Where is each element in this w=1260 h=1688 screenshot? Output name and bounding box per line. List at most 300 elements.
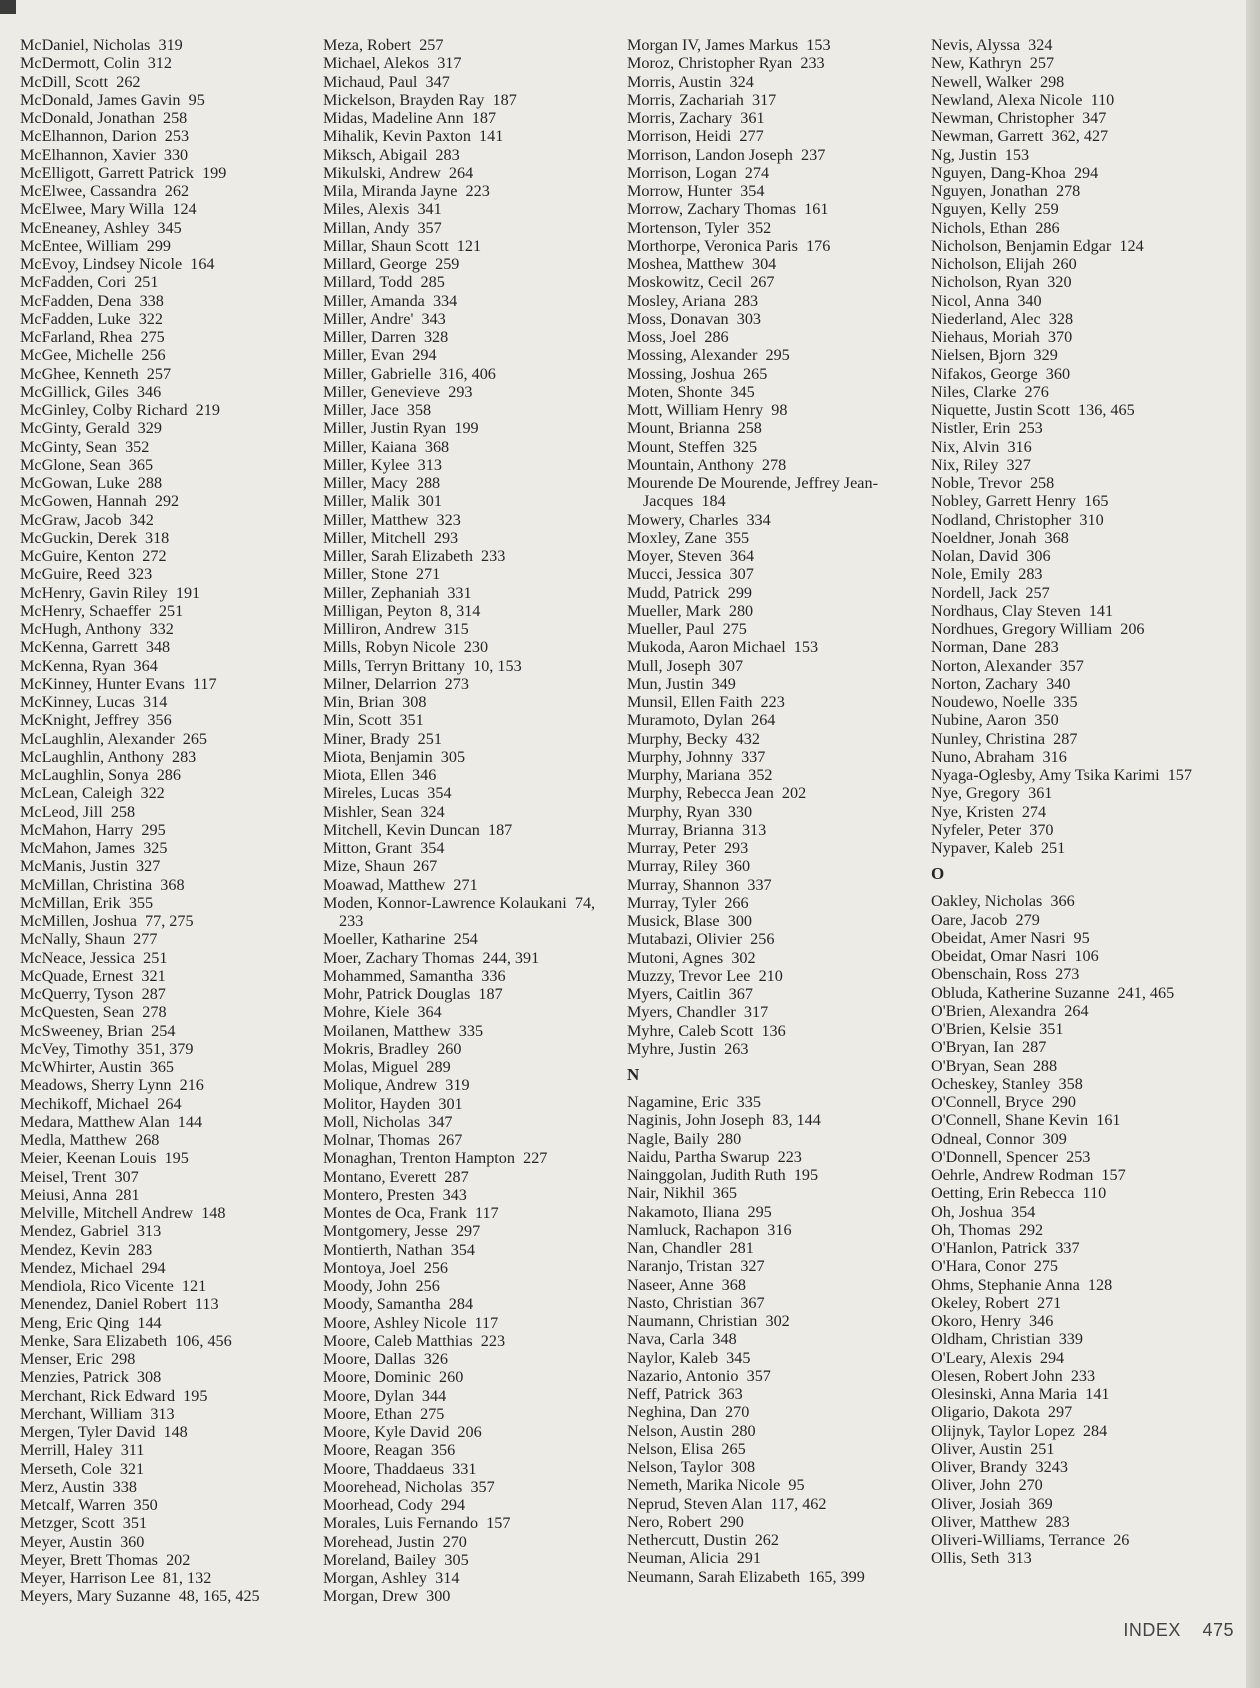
entry-name: Nyaga-Oglesby, Amy Tsika Karimi bbox=[931, 766, 1160, 784]
entry-name: Moore, Reagan bbox=[323, 1441, 423, 1460]
entry-pages: 311 bbox=[120, 1441, 145, 1460]
entry-pages: 117 bbox=[474, 1313, 499, 1332]
index-entry bbox=[20, 1295, 310, 1313]
entry-pages: 262 bbox=[164, 182, 190, 200]
index-entry bbox=[323, 1478, 613, 1496]
entry-name: Musick, Blase bbox=[627, 912, 720, 930]
entry-name: Mourende De Mourende, Jeffrey Jean-Jacques bbox=[627, 474, 878, 511]
entry-pages: 343 bbox=[442, 1185, 467, 1204]
entry-pages: 352 bbox=[125, 437, 150, 456]
index-entry bbox=[20, 310, 310, 328]
index-entry bbox=[20, 584, 310, 602]
entry-name: Morgan, Drew bbox=[323, 1587, 419, 1606]
entry-name: Mowery, Charles bbox=[627, 510, 739, 529]
index-column-1 bbox=[20, 36, 310, 1606]
index-entry bbox=[20, 1186, 310, 1204]
entry-pages: 260 bbox=[439, 1368, 464, 1387]
entry-name: McFarland, Rhea bbox=[20, 328, 133, 346]
entry-name: Moilanen, Matthew bbox=[323, 1021, 451, 1040]
entry-pages: 164 bbox=[190, 255, 215, 273]
entry-pages: 153 bbox=[793, 638, 819, 657]
entry-name: Naranjo, Tristan bbox=[627, 1257, 733, 1276]
index-entry bbox=[323, 1295, 613, 1313]
entry-pages: 256 bbox=[423, 1258, 448, 1277]
index-entry bbox=[323, 1368, 613, 1386]
entry-name: Nypaver, Kaleb bbox=[931, 839, 1033, 857]
entry-name: O'Bryan, Ian bbox=[931, 1038, 1014, 1057]
entry-pages: 313 bbox=[136, 1222, 162, 1241]
entry-name: Miner, Brady bbox=[323, 729, 410, 748]
entry-name: Miller, Matthew bbox=[323, 510, 429, 529]
entry-name: Mihalik, Kevin Paxton bbox=[323, 127, 471, 146]
index-entry bbox=[627, 1276, 927, 1294]
entry-pages: 275 bbox=[1033, 1257, 1058, 1276]
entry-name: McDill, Scott bbox=[20, 72, 109, 91]
entry-name: Norman, Dane bbox=[931, 638, 1027, 657]
index-entry bbox=[931, 1166, 1231, 1184]
index-entry bbox=[323, 1259, 613, 1277]
index-entry bbox=[627, 511, 927, 529]
entry-name: Milner, Delarrion bbox=[323, 674, 437, 693]
index-entry bbox=[20, 1496, 310, 1514]
entry-pages: 323 bbox=[436, 510, 461, 529]
entry-name: Montano, Everett bbox=[323, 1167, 437, 1186]
entry-name: Melville, Mitchell Andrew bbox=[20, 1204, 194, 1222]
index-entry bbox=[931, 1349, 1231, 1367]
index-entry bbox=[20, 200, 310, 218]
entry-name: Nistler, Erin bbox=[931, 419, 1011, 438]
entry-name: Obluda, Katherine Suzanne bbox=[931, 983, 1110, 1002]
index-entry bbox=[931, 748, 1231, 766]
index-section-letter: N bbox=[627, 1065, 640, 1084]
index-entry bbox=[931, 892, 1231, 910]
entry-name: McEneaney, Ashley bbox=[20, 218, 150, 237]
entry-pages: 10, 153 bbox=[473, 656, 522, 675]
entry-name: Molique, Andrew bbox=[323, 1076, 438, 1095]
entry-pages: 48, 165, 425 bbox=[178, 1587, 260, 1606]
entry-name: Moxley, Zane bbox=[627, 528, 717, 547]
entry-pages: 176 bbox=[806, 236, 831, 255]
entry-pages: 136, 465 bbox=[1078, 401, 1135, 419]
index-entry bbox=[931, 1075, 1231, 1093]
entry-name: Moore, Dominic bbox=[323, 1368, 431, 1387]
entry-name: Mohre, Kiele bbox=[323, 1003, 410, 1022]
entry-pages: 355 bbox=[128, 893, 154, 912]
index-entry bbox=[20, 73, 310, 91]
entry-name: Millard, George bbox=[323, 255, 427, 273]
index-entry bbox=[931, 492, 1231, 510]
entry-name: Montes de Oca, Frank bbox=[323, 1204, 467, 1222]
entry-name: Menzies, Patrick bbox=[20, 1368, 129, 1387]
entry-name: Oldham, Christian bbox=[931, 1330, 1051, 1349]
index-entry bbox=[627, 1385, 927, 1403]
entry-name: Mudd, Patrick bbox=[627, 583, 720, 602]
entry-name: Newell, Walker bbox=[931, 72, 1032, 91]
index-entry bbox=[627, 784, 927, 802]
entry-name: McGlone, Sean bbox=[20, 455, 121, 474]
entry-name: Mount, Brianna bbox=[627, 419, 730, 438]
index-entry bbox=[627, 1203, 927, 1221]
entry-name: Niles, Clarke bbox=[931, 382, 1017, 401]
entry-pages: 287 bbox=[141, 985, 166, 1003]
entry-pages: 338 bbox=[112, 1477, 137, 1496]
entry-name: Myhre, Caleb Scott bbox=[627, 1021, 754, 1040]
entry-pages: 368 bbox=[160, 875, 185, 894]
index-entry bbox=[931, 711, 1231, 729]
entry-name: McVey, Timothy bbox=[20, 1039, 129, 1058]
entry-name: Nunley, Christina bbox=[931, 729, 1046, 748]
index-entry bbox=[627, 547, 927, 565]
entry-name: Mosley, Ariana bbox=[627, 291, 726, 310]
entry-pages: 316 bbox=[1042, 747, 1067, 766]
entry-name: Miller, Jace bbox=[323, 401, 399, 419]
index-entry bbox=[931, 1513, 1231, 1531]
index-entry bbox=[20, 1423, 310, 1441]
entry-name: Nevis, Alyssa bbox=[931, 36, 1021, 54]
index-entry bbox=[20, 1368, 310, 1386]
entry-name: McMahon, James bbox=[20, 839, 136, 857]
index-entry bbox=[20, 1587, 310, 1605]
entry-name: Ocheskey, Stanley bbox=[931, 1074, 1051, 1093]
index-entry bbox=[931, 929, 1231, 947]
entry-name: Menser, Eric bbox=[20, 1350, 103, 1368]
entry-name: Olesinski, Anna Maria bbox=[931, 1385, 1078, 1403]
entry-pages: 95 bbox=[788, 1476, 805, 1495]
index-entry bbox=[323, 164, 613, 182]
entry-pages: 357 bbox=[1059, 656, 1084, 675]
index-entry bbox=[20, 803, 310, 821]
entry-pages: 325 bbox=[732, 437, 758, 456]
entry-pages: 284 bbox=[448, 1295, 474, 1314]
index-entry bbox=[931, 1239, 1231, 1257]
index-entry bbox=[323, 474, 613, 492]
index-entry bbox=[20, 164, 310, 182]
index-entry bbox=[931, 693, 1231, 711]
entry-name: McDonald, James Gavin bbox=[20, 90, 181, 109]
entry-name: Moden, Konnor-Lawrence Kolaukani bbox=[323, 893, 567, 912]
entry-name: Nordell, Jack bbox=[931, 583, 1018, 602]
entry-pages: 251 bbox=[1030, 1439, 1055, 1458]
entry-name: Muramoto, Dylan bbox=[627, 711, 743, 730]
entry-pages: 202 bbox=[781, 784, 807, 803]
entry-pages: 319 bbox=[445, 1076, 470, 1095]
entry-name: Molitor, Hayden bbox=[323, 1094, 431, 1113]
footer-page-number: 475 bbox=[1202, 1620, 1234, 1640]
index-column-3 bbox=[627, 36, 927, 1586]
index-entry bbox=[627, 1221, 927, 1239]
entry-name: Moore, Dallas bbox=[323, 1350, 416, 1368]
entry-pages: 251 bbox=[158, 601, 184, 620]
entry-pages: 306 bbox=[1026, 547, 1051, 565]
entry-name: Menke, Sara Elizabeth bbox=[20, 1331, 167, 1350]
entry-pages: 141 bbox=[1088, 601, 1114, 620]
entry-name: McKnight, Jeffrey bbox=[20, 711, 140, 730]
entry-name: Morris, Zachariah bbox=[627, 90, 744, 109]
entry-name: Newland, Alexa Nicole bbox=[931, 90, 1083, 109]
entry-name: Moorhead, Cody bbox=[323, 1496, 433, 1514]
index-entry bbox=[627, 748, 927, 766]
index-entry bbox=[931, 1458, 1231, 1476]
index-entry bbox=[627, 1568, 927, 1586]
entry-pages: 277 bbox=[739, 127, 764, 146]
entry-name: McMahon, Harry bbox=[20, 820, 134, 839]
index-entry bbox=[931, 474, 1231, 492]
entry-pages: 113 bbox=[194, 1295, 219, 1314]
entry-pages: 254 bbox=[151, 1021, 176, 1040]
entry-pages: 148 bbox=[163, 1423, 188, 1441]
entry-name: Mitchell, Kevin Duncan bbox=[323, 820, 480, 839]
entry-name: McGowan, Luke bbox=[20, 474, 130, 492]
index-entry bbox=[323, 876, 613, 894]
entry-name: Noble, Trevor bbox=[931, 474, 1022, 492]
index-entry bbox=[20, 1095, 310, 1113]
index-entry bbox=[931, 255, 1231, 273]
index-entry bbox=[323, 547, 613, 565]
index-entry bbox=[627, 803, 927, 821]
index-entry bbox=[323, 1350, 613, 1368]
entry-pages: 326 bbox=[423, 1350, 448, 1368]
entry-pages: 202 bbox=[166, 1550, 191, 1569]
entry-pages: 237 bbox=[801, 145, 826, 164]
entry-name: Oh, Thomas bbox=[931, 1220, 1011, 1239]
entry-name: Nava, Carla bbox=[627, 1330, 705, 1349]
entry-name: Metzger, Scott bbox=[20, 1514, 115, 1533]
entry-pages: 369 bbox=[1028, 1494, 1053, 1513]
entry-name: O'Brien, Kelsie bbox=[931, 1020, 1032, 1038]
index-entry bbox=[20, 346, 310, 364]
entry-pages: 360 bbox=[1045, 364, 1071, 383]
entry-pages: 356 bbox=[430, 1441, 456, 1460]
entry-pages: 346 bbox=[1029, 1312, 1054, 1330]
entry-pages: 349 bbox=[711, 674, 736, 693]
index-entry bbox=[627, 1257, 927, 1275]
entry-name: Murphy, Johnny bbox=[627, 747, 733, 766]
entry-name: Moore, Kyle David bbox=[323, 1423, 450, 1441]
entry-pages: 321 bbox=[119, 1459, 145, 1478]
entry-name: Meyer, Harrison Lee bbox=[20, 1569, 155, 1587]
index-entry bbox=[931, 127, 1231, 145]
index-entry bbox=[323, 638, 613, 656]
entry-pages: 216 bbox=[179, 1076, 204, 1095]
index-entry bbox=[323, 967, 613, 985]
entry-name: McGuckin, Derek bbox=[20, 528, 137, 547]
index-entry bbox=[20, 383, 310, 401]
entry-name: Moss, Joel bbox=[627, 328, 697, 346]
entry-name: McGuire, Kenton bbox=[20, 547, 135, 565]
index-entry bbox=[323, 930, 613, 948]
entry-pages: 233 bbox=[1070, 1366, 1096, 1385]
entry-pages: 256 bbox=[750, 930, 775, 949]
entry-name: Miksch, Abigail bbox=[323, 145, 428, 164]
entry-pages: 264 bbox=[448, 163, 474, 182]
entry-name: Morgan, Ashley bbox=[323, 1569, 428, 1587]
entry-pages: 187 bbox=[492, 90, 517, 109]
entry-pages: 187 bbox=[487, 820, 513, 839]
entry-name: Myers, Chandler bbox=[627, 1003, 736, 1022]
entry-pages: 266 bbox=[724, 893, 749, 912]
index-entry bbox=[931, 638, 1231, 656]
entry-name: Nichols, Ethan bbox=[931, 218, 1028, 237]
index-entry bbox=[323, 1533, 613, 1551]
index-entry bbox=[20, 930, 310, 948]
index-entry bbox=[20, 876, 310, 894]
index-entry bbox=[323, 36, 613, 54]
entry-pages: 275 bbox=[420, 1404, 445, 1423]
index-entry bbox=[323, 219, 613, 237]
entry-name: Olijnyk, Taylor Lopez bbox=[931, 1421, 1075, 1440]
entry-pages: 310 bbox=[1079, 510, 1104, 529]
index-entry bbox=[931, 547, 1231, 565]
entry-name: Oliver, Matthew bbox=[931, 1512, 1038, 1531]
entry-name: McDaniel, Nicholas bbox=[20, 36, 151, 54]
index-entry bbox=[323, 748, 613, 766]
index-entry bbox=[323, 401, 613, 419]
entry-pages: 354 bbox=[420, 839, 445, 857]
entry-pages: 294 bbox=[1073, 163, 1099, 182]
index-entry bbox=[20, 1259, 310, 1277]
index-entry bbox=[20, 1569, 310, 1587]
entry-name: Naylor, Kaleb bbox=[627, 1348, 719, 1367]
index-entry bbox=[20, 766, 310, 784]
index-entry bbox=[323, 511, 613, 529]
index-entry bbox=[931, 602, 1231, 620]
index-entry bbox=[323, 310, 613, 328]
index-entry bbox=[627, 1422, 927, 1440]
index-entry bbox=[20, 273, 310, 291]
entry-pages: 307 bbox=[729, 565, 754, 584]
index-entry bbox=[323, 328, 613, 346]
index-entry bbox=[627, 365, 927, 383]
index-entry bbox=[931, 1531, 1231, 1549]
index-entry bbox=[323, 1076, 613, 1094]
entry-pages: 368 bbox=[424, 437, 450, 456]
entry-pages: 244, 391 bbox=[482, 948, 540, 967]
entry-name: Moskowitz, Cecil bbox=[627, 273, 743, 292]
index-entry bbox=[20, 237, 310, 255]
entry-pages: 144 bbox=[177, 1112, 203, 1131]
index-entry bbox=[627, 1476, 927, 1494]
entry-pages: 308 bbox=[136, 1368, 162, 1387]
entry-name: Nordhaus, Clay Steven bbox=[931, 601, 1081, 620]
entry-pages: 316, 406 bbox=[439, 364, 496, 383]
entry-name: Millard, Todd bbox=[323, 273, 413, 292]
index-entry bbox=[323, 1332, 613, 1350]
entry-pages: 331 bbox=[447, 583, 472, 602]
entry-name: McEntee, William bbox=[20, 236, 139, 255]
entry-name: Mishler, Sean bbox=[323, 802, 413, 821]
entry-name: Montoya, Joel bbox=[323, 1258, 416, 1277]
entry-name: Moawad, Matthew bbox=[323, 875, 446, 894]
entry-pages: 354 bbox=[450, 1240, 475, 1259]
index-entry bbox=[931, 237, 1231, 255]
entry-pages: 299 bbox=[727, 583, 752, 602]
entry-name: Nguyen, Kelly bbox=[931, 200, 1027, 219]
entry-name: Mountain, Anthony bbox=[627, 455, 754, 474]
entry-pages: 206 bbox=[1120, 620, 1145, 638]
entry-pages: 295 bbox=[141, 820, 166, 839]
entry-pages: 153 bbox=[806, 36, 831, 54]
entry-name: Mukoda, Aaron Michael bbox=[627, 638, 786, 657]
index-entry bbox=[627, 693, 927, 711]
entry-name: McFadden, Dena bbox=[20, 291, 132, 310]
index-entry bbox=[931, 438, 1231, 456]
entry-name: McWhirter, Austin bbox=[20, 1058, 142, 1076]
entry-pages: 325 bbox=[143, 839, 168, 857]
entry-pages: 346 bbox=[412, 766, 437, 784]
index-entry bbox=[627, 949, 927, 967]
entry-name: Miller, Amanda bbox=[323, 291, 425, 310]
entry-name: Munsil, Ellen Faith bbox=[627, 693, 753, 711]
index-entry bbox=[931, 1422, 1231, 1440]
index-entry bbox=[323, 54, 613, 72]
index-entry bbox=[323, 1022, 613, 1040]
index-entry bbox=[20, 1204, 310, 1222]
index-entry bbox=[323, 803, 613, 821]
index-entry bbox=[931, 1221, 1231, 1239]
entry-pages: 257 bbox=[1025, 583, 1050, 602]
index-entry bbox=[20, 711, 310, 729]
entry-name: Oliveri-Williams, Terrance bbox=[931, 1531, 1106, 1549]
index-entry bbox=[323, 346, 613, 364]
entry-pages: 346 bbox=[136, 382, 162, 401]
entry-pages: 330 bbox=[727, 802, 753, 821]
index-entry bbox=[20, 1441, 310, 1459]
index-entry bbox=[323, 821, 613, 839]
entry-name: Merrill, Haley bbox=[20, 1441, 113, 1460]
index-entry bbox=[931, 675, 1231, 693]
entry-name: McHenry, Schaeffer bbox=[20, 601, 151, 620]
entry-name: Nan, Chandler bbox=[627, 1239, 722, 1257]
entry-name: Nodland, Christopher bbox=[931, 510, 1072, 529]
entry-name: Murray, Brianna bbox=[627, 820, 734, 839]
index-entry bbox=[627, 1022, 927, 1040]
index-entry bbox=[20, 109, 310, 127]
entry-name: O'Connell, Bryce bbox=[931, 1093, 1044, 1111]
index-entry bbox=[627, 474, 925, 511]
index-entry bbox=[931, 529, 1231, 547]
entry-name: McGraw, Jacob bbox=[20, 510, 122, 529]
index-entry bbox=[20, 620, 310, 638]
entry-name: Morrison, Landon Joseph bbox=[627, 145, 793, 164]
entry-name: Oare, Jacob bbox=[931, 910, 1008, 929]
entry-pages: 136 bbox=[761, 1021, 786, 1040]
entry-pages: 279 bbox=[1015, 910, 1040, 929]
index-entry bbox=[323, 1040, 613, 1058]
entry-pages: 338 bbox=[139, 291, 164, 310]
index-entry bbox=[627, 237, 927, 255]
entry-pages: 297 bbox=[455, 1222, 481, 1241]
index-entry bbox=[323, 127, 613, 145]
index-entry bbox=[931, 1403, 1231, 1421]
index-entry bbox=[20, 146, 310, 164]
index-entry bbox=[931, 1002, 1231, 1020]
entry-name: Moody, Samantha bbox=[323, 1295, 441, 1314]
index-entry bbox=[627, 1312, 927, 1330]
index-entry bbox=[20, 602, 310, 620]
entry-name: Namluck, Rachapon bbox=[627, 1220, 760, 1239]
entry-name: Mechikoff, Michael bbox=[20, 1094, 150, 1113]
entry-name: Montero, Presten bbox=[323, 1185, 435, 1204]
index-entry bbox=[627, 438, 927, 456]
entry-name: Medara, Matthew Alan bbox=[20, 1112, 170, 1131]
index-entry bbox=[323, 73, 613, 91]
entry-name: McKinney, Hunter Evans bbox=[20, 674, 185, 693]
entry-name: Millar, Shaun Scott bbox=[323, 236, 449, 255]
index-entry bbox=[323, 693, 613, 711]
entry-pages: 301 bbox=[417, 492, 442, 511]
index-entry bbox=[931, 1385, 1231, 1403]
entry-name: Nubine, Aaron bbox=[931, 711, 1027, 730]
